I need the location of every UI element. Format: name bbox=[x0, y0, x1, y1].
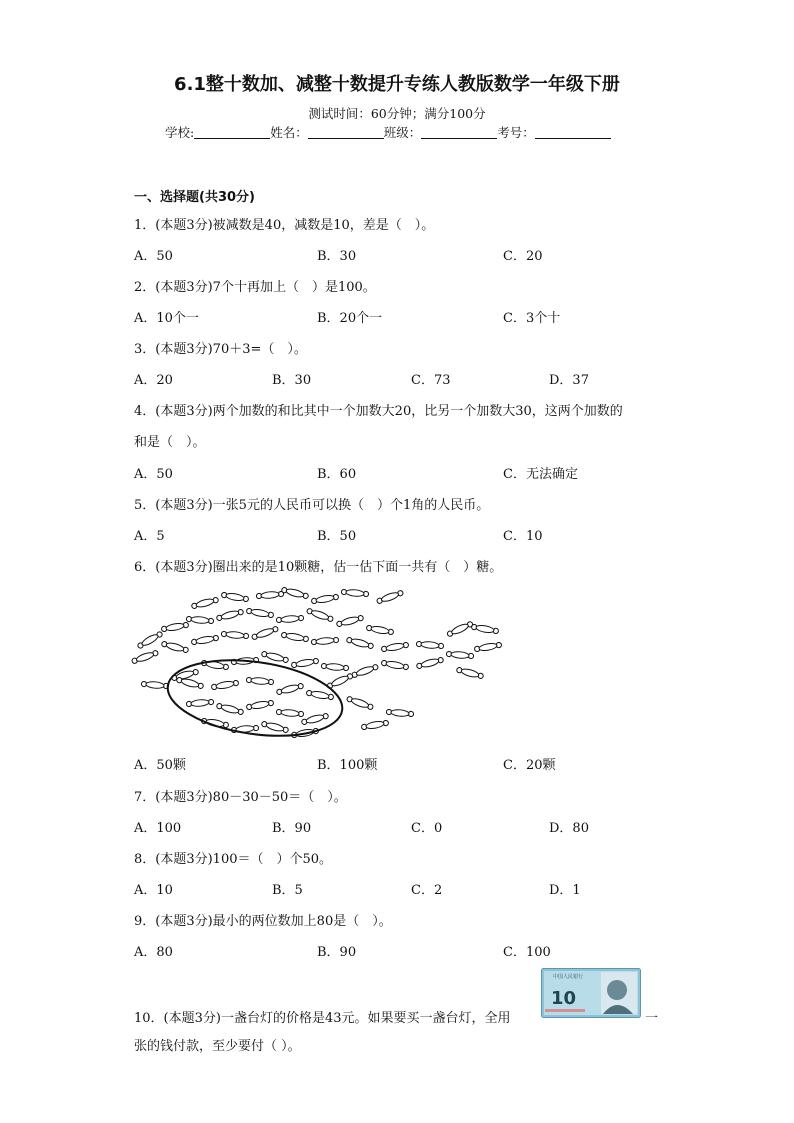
candy-42 bbox=[176, 676, 204, 689]
question-5: 5．(本题3分)一张5元的人民币可以换（ ）个1角的人民币。 bbox=[134, 498, 490, 513]
candy-34 bbox=[291, 657, 319, 668]
portrait-head bbox=[607, 980, 627, 1000]
candy-50 bbox=[276, 709, 304, 718]
q5-option-c[interactable]: C．10 bbox=[503, 529, 543, 544]
q4-option-c[interactable]: C．无法确定 bbox=[503, 467, 578, 482]
candy-8 bbox=[137, 630, 164, 649]
banknote-value: 10 bbox=[551, 988, 577, 1009]
page-title: 6.1整十数加、减整十数提升专练人教版数学一年级下册 bbox=[174, 74, 620, 95]
candy-25 bbox=[381, 641, 409, 652]
candy-27 bbox=[446, 620, 473, 637]
candy-36 bbox=[351, 663, 379, 678]
candy-4 bbox=[281, 586, 309, 599]
q7-option-d[interactable]: D．80 bbox=[549, 821, 589, 836]
section-heading: 一、选择题(共30分) bbox=[134, 190, 255, 205]
q7-option-b[interactable]: B．90 bbox=[272, 821, 312, 836]
candy-6 bbox=[341, 589, 369, 598]
name-label: 姓名： bbox=[270, 125, 308, 140]
question-2: 2．(本题3分)7个十再加上（ ）是100。 bbox=[134, 280, 376, 295]
q9-option-c[interactable]: C．100 bbox=[503, 945, 551, 960]
candy-24 bbox=[346, 636, 374, 649]
q8-option-c[interactable]: C．2 bbox=[411, 883, 443, 898]
q8-option-d[interactable]: D．1 bbox=[549, 883, 581, 898]
candy-43 bbox=[211, 679, 239, 690]
candy-19 bbox=[191, 634, 219, 645]
candy-46 bbox=[306, 689, 334, 700]
candy-54 bbox=[261, 720, 289, 733]
banknote-serial-strip bbox=[545, 1009, 585, 1012]
school-label: 学校: bbox=[165, 125, 195, 140]
class-blank[interactable] bbox=[421, 126, 497, 139]
candy-26 bbox=[416, 641, 444, 650]
q9-option-a[interactable]: A．80 bbox=[134, 945, 173, 960]
ten-yuan-banknote bbox=[541, 968, 641, 1018]
candy-47 bbox=[186, 699, 214, 708]
candy-13 bbox=[276, 615, 304, 624]
candy-56 bbox=[326, 672, 353, 689]
candy-37 bbox=[381, 659, 409, 670]
question-10-line-2: 张的钱付款，至少要付（ ）。 bbox=[134, 1039, 301, 1054]
candy-12 bbox=[246, 607, 274, 618]
candy-1 bbox=[191, 596, 219, 609]
candy-15 bbox=[336, 614, 364, 627]
q1-option-c[interactable]: C．20 bbox=[503, 249, 543, 264]
q4-option-a[interactable]: A．50 bbox=[134, 467, 173, 482]
q8-option-a[interactable]: A．10 bbox=[134, 883, 173, 898]
candy-29 bbox=[141, 681, 169, 690]
q6-option-c[interactable]: C．20颗 bbox=[503, 758, 556, 773]
question-10-line-1: 10．(本题3分)一盏台灯的价格是43元。如果要买一盏台灯，全用 bbox=[134, 1011, 511, 1026]
candy-40 bbox=[474, 641, 502, 652]
candy-20 bbox=[221, 631, 249, 640]
candy-3 bbox=[256, 591, 284, 600]
question-6: 6．(本题3分)圈出来的是10颗糖，估一估下面一共有（ ）糖。 bbox=[134, 560, 503, 575]
candy-35 bbox=[321, 663, 349, 672]
q3-option-a[interactable]: A．20 bbox=[134, 373, 173, 388]
banknote-header: 中国人民银行 bbox=[553, 974, 584, 980]
q8-option-b[interactable]: B．5 bbox=[272, 883, 303, 898]
q5-option-b[interactable]: B．50 bbox=[317, 529, 357, 544]
candy-17 bbox=[131, 649, 159, 664]
number-blank[interactable] bbox=[535, 126, 611, 139]
candy-21 bbox=[251, 625, 279, 640]
candy-44 bbox=[246, 677, 274, 686]
candies bbox=[131, 586, 502, 738]
q1-option-b[interactable]: B．30 bbox=[317, 249, 357, 264]
candy-38 bbox=[416, 656, 444, 669]
question-3: 3．(本题3分)70＋3=（ ）。 bbox=[134, 342, 307, 357]
student-info-line bbox=[165, 123, 611, 141]
q6-option-a[interactable]: A．50颗 bbox=[134, 758, 186, 773]
question-8: 8．(本题3分)100＝（ ）个50。 bbox=[134, 852, 333, 867]
number-label: 考号： bbox=[497, 125, 535, 140]
q2-option-a[interactable]: A．10个一 bbox=[134, 311, 199, 326]
candy-2 bbox=[221, 591, 249, 602]
candy-22 bbox=[281, 631, 309, 642]
candy-18 bbox=[161, 640, 189, 653]
candy-23 bbox=[311, 637, 339, 646]
candy-51 bbox=[301, 712, 329, 725]
candy-33 bbox=[261, 650, 289, 663]
question-4-line-2: 和是（ ）。 bbox=[134, 435, 206, 450]
q4-option-b[interactable]: B．60 bbox=[317, 467, 357, 482]
q9-option-b[interactable]: B．90 bbox=[317, 945, 357, 960]
candy-11 bbox=[216, 608, 244, 621]
name-blank[interactable] bbox=[308, 126, 384, 139]
candy-58 bbox=[361, 719, 389, 730]
candy-28 bbox=[471, 623, 499, 634]
q6-option-b[interactable]: B．100颗 bbox=[317, 758, 378, 773]
candy-illustration bbox=[130, 585, 520, 745]
candy-39 bbox=[446, 651, 474, 660]
question-10-line-1-end: 一 bbox=[645, 1011, 659, 1026]
question-9: 9．(本题3分)最小的两位数加上80是（ ）。 bbox=[134, 914, 392, 929]
q1-option-a[interactable]: A．50 bbox=[134, 249, 173, 264]
q7-option-a[interactable]: A．100 bbox=[134, 821, 182, 836]
candy-41 bbox=[456, 666, 484, 679]
candy-16 bbox=[366, 624, 394, 635]
q3-option-c[interactable]: C．73 bbox=[411, 373, 451, 388]
candy-45 bbox=[276, 682, 304, 695]
candy-48 bbox=[216, 702, 244, 715]
q7-option-c[interactable]: C．0 bbox=[411, 821, 443, 836]
q2-option-b[interactable]: B．20个一 bbox=[317, 311, 383, 326]
question-1: 1．(本题3分)被减数是40，减数是10，差是（ ）。 bbox=[134, 218, 435, 233]
candy-7 bbox=[376, 589, 404, 604]
candy-10 bbox=[186, 616, 214, 625]
question-7: 7．(本题3分)80－30－50＝（ ）。 bbox=[134, 790, 347, 805]
candy-9 bbox=[161, 621, 189, 632]
question-4-line-1: 4．(本题3分)两个加数的和比其中一个加数大20，比另一个加数大30，这两个加数的 bbox=[134, 404, 623, 419]
q5-option-a[interactable]: A．5 bbox=[134, 529, 165, 544]
test-info: 测试时间：60分钟；满分100分 bbox=[308, 106, 486, 121]
candy-59 bbox=[386, 709, 414, 718]
candy-57 bbox=[346, 695, 374, 710]
candy-14 bbox=[306, 607, 334, 622]
q2-option-c[interactable]: C．3个十 bbox=[503, 311, 561, 326]
q3-option-b[interactable]: B．30 bbox=[272, 373, 312, 388]
class-label: 班级： bbox=[383, 125, 422, 140]
candy-5 bbox=[311, 593, 339, 604]
candy-49 bbox=[246, 699, 274, 710]
school-blank[interactable] bbox=[194, 126, 270, 139]
q3-option-d[interactable]: D．37 bbox=[549, 373, 589, 388]
